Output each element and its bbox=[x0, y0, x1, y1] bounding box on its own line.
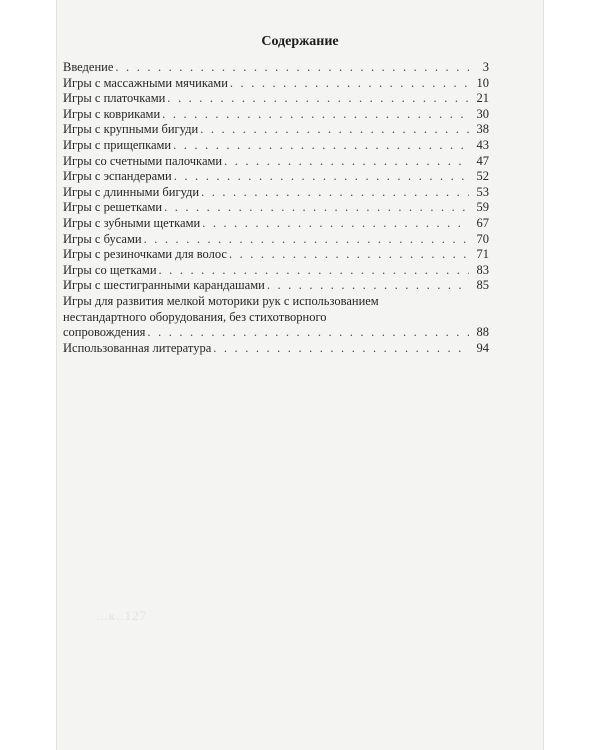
dot-leader bbox=[201, 185, 469, 201]
toc-entry-title: Игры с массажными мячиками bbox=[63, 75, 228, 90]
toc-entry-multiline bbox=[63, 294, 489, 341]
toc-entry bbox=[63, 216, 489, 232]
toc-entry-page: 94 bbox=[476, 340, 489, 355]
toc-entry bbox=[63, 278, 489, 294]
toc-entry bbox=[63, 76, 489, 92]
toc-entry bbox=[63, 341, 489, 357]
dot-leader bbox=[144, 232, 469, 248]
toc-entry-title: Использованная литература bbox=[63, 340, 212, 355]
table-of-contents bbox=[63, 60, 489, 356]
toc-entry bbox=[63, 60, 489, 76]
dot-leader bbox=[202, 216, 469, 232]
toc-entry-page: 47 bbox=[476, 153, 489, 168]
toc-entry-title: Игры со щетками bbox=[63, 262, 157, 277]
dot-leader bbox=[230, 76, 469, 92]
dot-leader bbox=[200, 122, 469, 138]
toc-entry bbox=[63, 185, 489, 201]
toc-entry-title-line-1: Игры для развития мелкой моторики рук с использованием bbox=[63, 293, 379, 308]
dot-leader bbox=[229, 247, 469, 263]
toc-entry-page: 67 bbox=[476, 215, 489, 230]
toc-entry-title-line-2: нестандартного оборудования, без стихотворного bbox=[63, 309, 327, 324]
dot-leader bbox=[267, 278, 469, 294]
toc-entry bbox=[63, 122, 489, 138]
toc-entry-title: Игры со счетными палочками bbox=[63, 153, 223, 168]
toc-entry-page: 88 bbox=[476, 325, 489, 340]
toc-entry bbox=[63, 107, 489, 123]
toc-entry-page: 38 bbox=[476, 122, 489, 137]
dot-leader bbox=[162, 107, 469, 123]
toc-entry bbox=[63, 247, 489, 263]
dot-leader bbox=[173, 138, 469, 154]
toc-entry-title-line-3: сопровождения bbox=[63, 325, 146, 340]
dot-leader bbox=[164, 200, 469, 216]
book-page bbox=[56, 0, 544, 750]
toc-entry bbox=[63, 232, 489, 248]
dot-leader bbox=[147, 325, 469, 341]
toc-entry-last-line bbox=[63, 325, 489, 341]
toc-entry-page: 83 bbox=[476, 262, 489, 277]
dot-leader bbox=[115, 60, 469, 76]
toc-entry-title: Игры с платочками bbox=[63, 91, 166, 106]
toc-entry-title: Игры с резиночками для волос bbox=[63, 247, 227, 262]
toc-entry bbox=[63, 91, 489, 107]
toc-entry bbox=[63, 263, 489, 279]
toc-entry bbox=[63, 169, 489, 185]
toc-entry-title: Игры с эспандерами bbox=[63, 169, 172, 184]
toc-entry-title: Игры с ковриками bbox=[63, 106, 161, 121]
dot-leader bbox=[224, 154, 469, 170]
toc-entry-title: Игры с прищепками bbox=[63, 137, 172, 152]
dot-leader bbox=[167, 91, 469, 107]
toc-entry-title: Игры с бусами bbox=[63, 231, 142, 246]
toc-entry-page: 85 bbox=[476, 278, 489, 293]
dot-leader bbox=[159, 263, 469, 279]
toc-entry bbox=[63, 200, 489, 216]
toc-entry-title: Игры с шестигранными карандашами bbox=[63, 278, 265, 293]
page-title: Содержание bbox=[261, 34, 339, 49]
toc-entry-page: 10 bbox=[476, 75, 489, 90]
dot-leader bbox=[174, 169, 469, 185]
faint-bleedthrough-mark: ...к..127 bbox=[96, 608, 148, 623]
toc-entry-page: 3 bbox=[482, 60, 489, 74]
toc-entry-title: Игры с крупными бигуди bbox=[63, 122, 199, 137]
toc-entry-page: 70 bbox=[476, 231, 489, 246]
toc-entry-page: 30 bbox=[476, 106, 489, 121]
toc-entry-title: Игры с зубными щетками bbox=[63, 215, 201, 230]
toc-entry-page: 71 bbox=[476, 247, 489, 262]
toc-entry-title: Игры с длинными бигуди bbox=[63, 184, 200, 199]
toc-entry-page: 21 bbox=[476, 91, 489, 106]
dot-leader bbox=[213, 341, 469, 357]
toc-entry-page: 59 bbox=[476, 200, 489, 215]
toc-entry-page: 53 bbox=[476, 184, 489, 199]
toc-entry bbox=[63, 138, 489, 154]
toc-entry-title: Игры с решетками bbox=[63, 200, 163, 215]
toc-entry-page: 43 bbox=[476, 137, 489, 152]
toc-entry bbox=[63, 154, 489, 170]
toc-entry-page: 52 bbox=[476, 169, 489, 184]
toc-entry-title: Введение bbox=[63, 60, 114, 74]
